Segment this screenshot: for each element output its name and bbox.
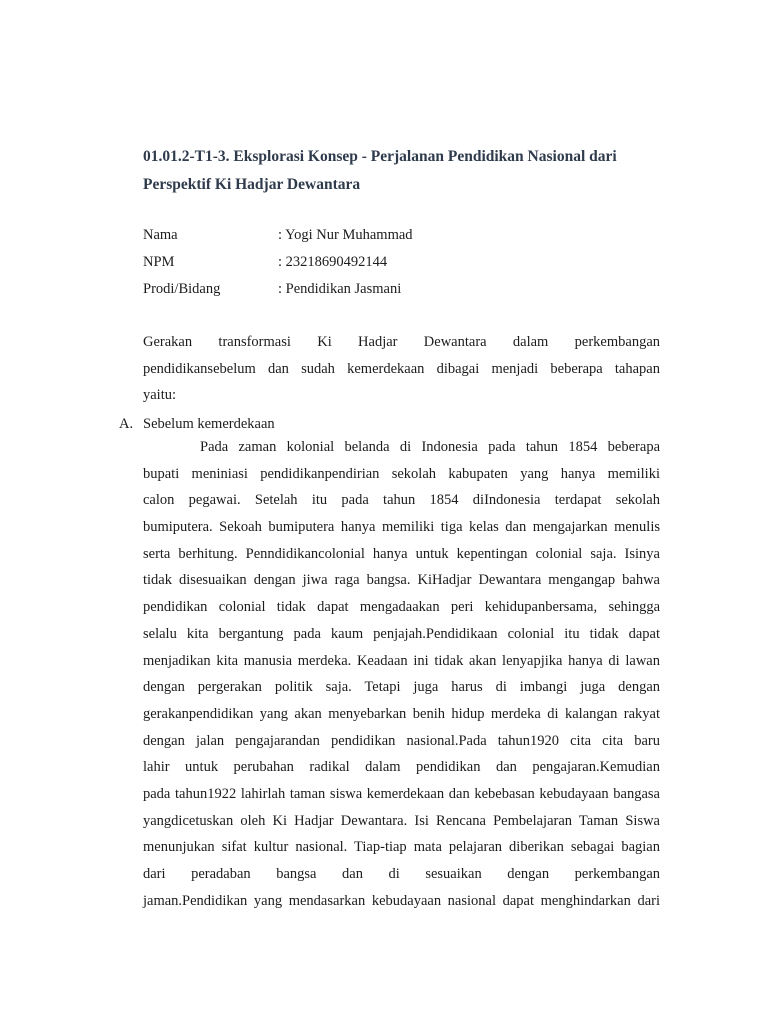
- paragraph-line: pada tahun1922 lahirlah taman siswa kemerdekaan dan kebebasan kebudayaan bangasa: [143, 785, 660, 802]
- paragraph-line: dari peradaban bangsa dan di sesuaikan dengan perkembangan: [143, 866, 660, 882]
- identity-row-prodi: [143, 278, 413, 305]
- identity-value: : 23218690492144: [278, 254, 388, 270]
- title-line-2: Perspektif Ki Hadjar Dewantara: [143, 176, 361, 193]
- document-title: [143, 143, 703, 199]
- identity-value: : Pendidikan Jasmani: [278, 281, 402, 297]
- intro-line: Gerakan transformasi Ki Hadjar Dewantara dalam perkembangan: [143, 334, 660, 350]
- title-line-1: 01.01.2-T1-3. Eksplorasi Konsep - Perjalanan Pendidikan Nasional dari: [143, 148, 617, 165]
- paragraph-line: menjadikan kita manusia merdeka. Keadaan ini tidak akan lenyapjika hanya di lawan: [143, 652, 660, 669]
- paragraph-line: serta berhitung. Penndidikancolonial hanya untuk kepentingan colonial saja. Isinya: [143, 545, 660, 562]
- paragraph-line: pendidikan colonial tidak dapat mengadaakan peri kehidupanbersama, sehingga: [143, 599, 660, 616]
- paragraph-line: bupati meniniasi pendidikanpendirian sekolah kabupaten yang hanya memiliki: [143, 465, 660, 482]
- intro-line: yaitu:: [143, 387, 177, 404]
- identity-label: Nama: [143, 227, 178, 243]
- identity-row-npm: [143, 251, 413, 278]
- intro-line: pendidikansebelum dan sudah kemerdekaan dibagai menjadi beberapa tahapan: [143, 360, 660, 377]
- paragraph-line: menunjukan sifat kultur nasional. Tiap-tiap mata pelajaran diberikan sebagai bagian: [143, 839, 660, 856]
- identity-table: [143, 224, 413, 305]
- paragraph-line: selalu kita bergantung pada kaum penjajah.Pendidikaan colonial itu tidak dapat: [143, 625, 660, 642]
- paragraph-line: Pada zaman kolonial belanda di Indonesia pada tahun 1854 beberapa: [200, 439, 660, 455]
- paragraph-line: bumiputera. Sekoah bumiputera hanya memiliki tiga kelas dan mengajarkan menulis: [143, 519, 660, 536]
- paragraph-line: dengan jalan pengajarandan pendidikan nasional.Pada tahun1920 cita cita baru: [143, 732, 660, 749]
- main-paragraph: [143, 434, 660, 914]
- identity-label: Prodi/Bidang: [143, 281, 221, 297]
- section-letter: A.: [119, 416, 134, 432]
- paragraph-line: gerakanpendidikan yang akan menyebarkan benih hidup merdeka di kalangan rakyat: [143, 705, 660, 722]
- paragraph-line: dengan pergerakan politik saja. Tetapi juga harus di imbangi juga dengan: [143, 679, 660, 696]
- intro-paragraph: [143, 329, 660, 409]
- paragraph-line: calon pegawai. Setelah itu pada tahun 1854 diIndonesia terdapat sekolah: [143, 492, 660, 509]
- identity-value: : Yogi Nur Muhammad: [278, 227, 413, 243]
- paragraph-line: lahir untuk perubahan radikal dalam pendidikan dan pengajaran.Kemudian: [143, 759, 660, 776]
- identity-row-nama: [143, 224, 413, 251]
- paragraph-line: tidak disesuaikan dengan jiwa raga bangsa. KiHadjar Dewantara mengangap bahwa: [143, 572, 660, 589]
- paragraph-line: yangdicetuskan oleh Ki Hadjar Dewantara. Isi Rencana Pembelajaran Taman Siswa: [143, 812, 660, 829]
- paragraph-line: jaman.Pendidikan yang mendasarkan kebudayaan nasional dapat menghindarkan dari: [143, 892, 660, 909]
- section-heading-text: Sebelum kemerdekaan: [143, 416, 275, 432]
- identity-label: NPM: [143, 254, 175, 270]
